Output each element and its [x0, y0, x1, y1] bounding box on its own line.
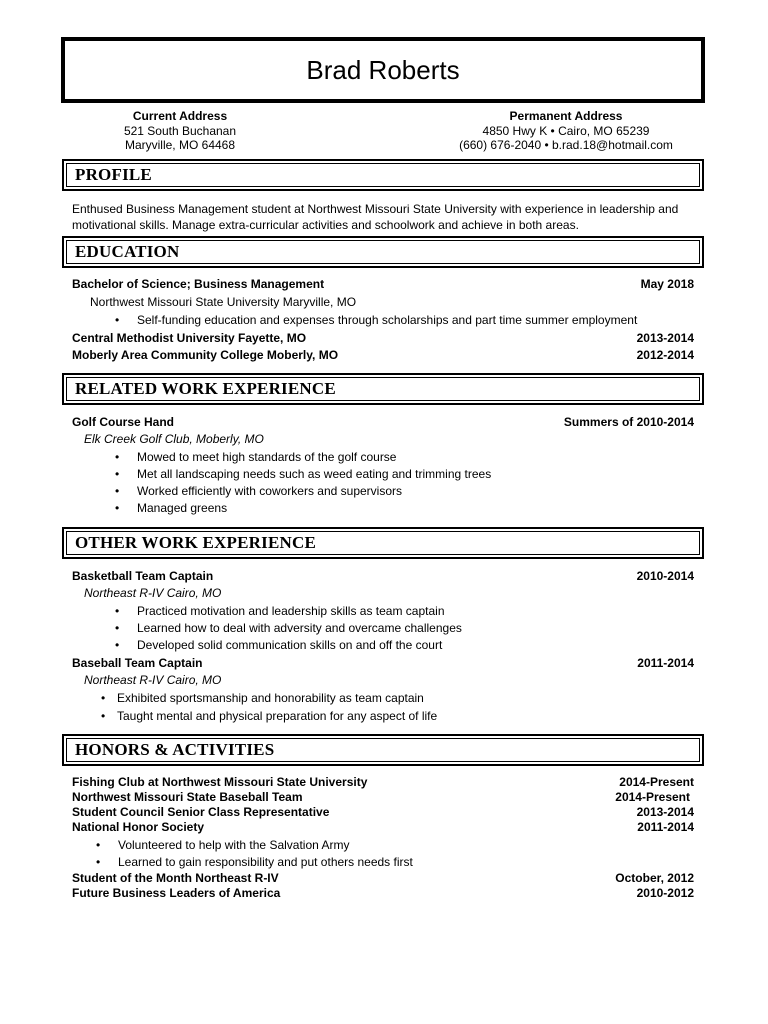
list-item: • Practiced motivation and leadership skills as team captain	[115, 604, 445, 618]
education-heading	[62, 236, 704, 268]
permanent-address	[436, 109, 696, 153]
honors-row: National Honor Society 2011-2014	[72, 820, 694, 834]
list-item: • Developed solid communication skills on and off the court	[115, 638, 443, 652]
current-address-title: Current Address	[132, 109, 228, 123]
current-address	[100, 109, 260, 153]
list-item: • Taught mental and physical preparation for any aspect of life	[101, 709, 438, 723]
current-address-line1: 521 South Buchanan	[123, 123, 237, 138]
list-item: • Exhibited sportsmanship and honorability as team captain	[101, 691, 424, 705]
permanent-address-line2: (660) 676-2040 • b.rad.18@hotmail.com	[459, 138, 673, 152]
honors-row: Fishing Club at Northwest Missouri State University 2014-Present	[72, 775, 694, 789]
list-item: • Volunteered to help with the Salvation Army	[96, 838, 350, 852]
honors-row: Student Council Senior Class Representative 2013-2014	[72, 805, 694, 819]
other-work-heading-text: OTHER WORK EXPERIENCE	[75, 533, 316, 552]
list-item: • Learned how to deal with adversity and overcame challenges	[115, 621, 462, 635]
education-degree: Bachelor of Science; Business Management	[72, 277, 325, 291]
list-item: • Self-funding education and expenses through scholarships and part time summer employment	[115, 313, 638, 327]
other-work-title-row: Basketball Team Captain 2010-2014	[72, 569, 694, 583]
education-degree-date: May 2018	[640, 277, 694, 291]
education-other-row: Central Methodist University Fayette, MO 2013-2014	[72, 331, 694, 345]
related-work-place: Elk Creek Golf Club, Moberly, MO	[84, 432, 264, 446]
list-item: • Learned to gain responsibility and put others needs first	[96, 855, 413, 869]
honors-heading	[62, 734, 704, 766]
list-item: • Worked efficiently with coworkers and supervisors	[115, 484, 402, 498]
related-work-heading	[62, 373, 704, 405]
honors-row: Northwest Missouri State Baseball Team 2014-Present	[72, 790, 690, 804]
honors-row: Future Business Leaders of America 2010-2012	[72, 886, 694, 900]
candidate-name: Brad Roberts	[306, 54, 460, 85]
other-work-place: Northeast R-IV Cairo, MO	[84, 586, 222, 600]
other-work-heading	[62, 527, 704, 559]
permanent-address-title: Permanent Address	[509, 109, 623, 123]
profile-heading-text: PROFILE	[75, 165, 152, 184]
profile-heading	[62, 159, 704, 191]
education-other-row: Moberly Area Community College Moberly, MO 2012-2014	[72, 348, 694, 362]
other-work-title-row: Baseball Team Captain 2011-2014	[72, 656, 694, 670]
education-degree-row	[72, 277, 694, 292]
related-work-title-row: Golf Course Hand Summers of 2010-2014	[72, 415, 694, 429]
honors-heading-text: HONORS & ACTIVITIES	[75, 740, 275, 759]
honors-row: Student of the Month Northeast R-IV October, 2012	[72, 871, 694, 885]
education-school: Northwest Missouri State University Maryville, MO	[90, 295, 357, 309]
education-heading-text: EDUCATION	[75, 242, 180, 261]
list-item: • Mowed to meet high standards of the golf course	[115, 450, 397, 464]
other-work-place: Northeast R-IV Cairo, MO	[84, 673, 222, 687]
name-box	[61, 37, 705, 103]
permanent-address-line1: 4850 Hwy K • Cairo, MO 65239	[482, 123, 650, 138]
list-item: • Met all landscaping needs such as weed eating and trimming trees	[115, 467, 492, 481]
current-address-line2: Maryville, MO 64468	[124, 138, 236, 152]
profile-text: Enthused Business Management student at Northwest Missouri State University with experience in leadership and motivational skills. Manage extra-curricular activities and schoolwork and achieve in both areas.	[72, 202, 679, 232]
list-item: • Managed greens	[115, 501, 228, 515]
related-work-heading-text: RELATED WORK EXPERIENCE	[75, 379, 336, 398]
